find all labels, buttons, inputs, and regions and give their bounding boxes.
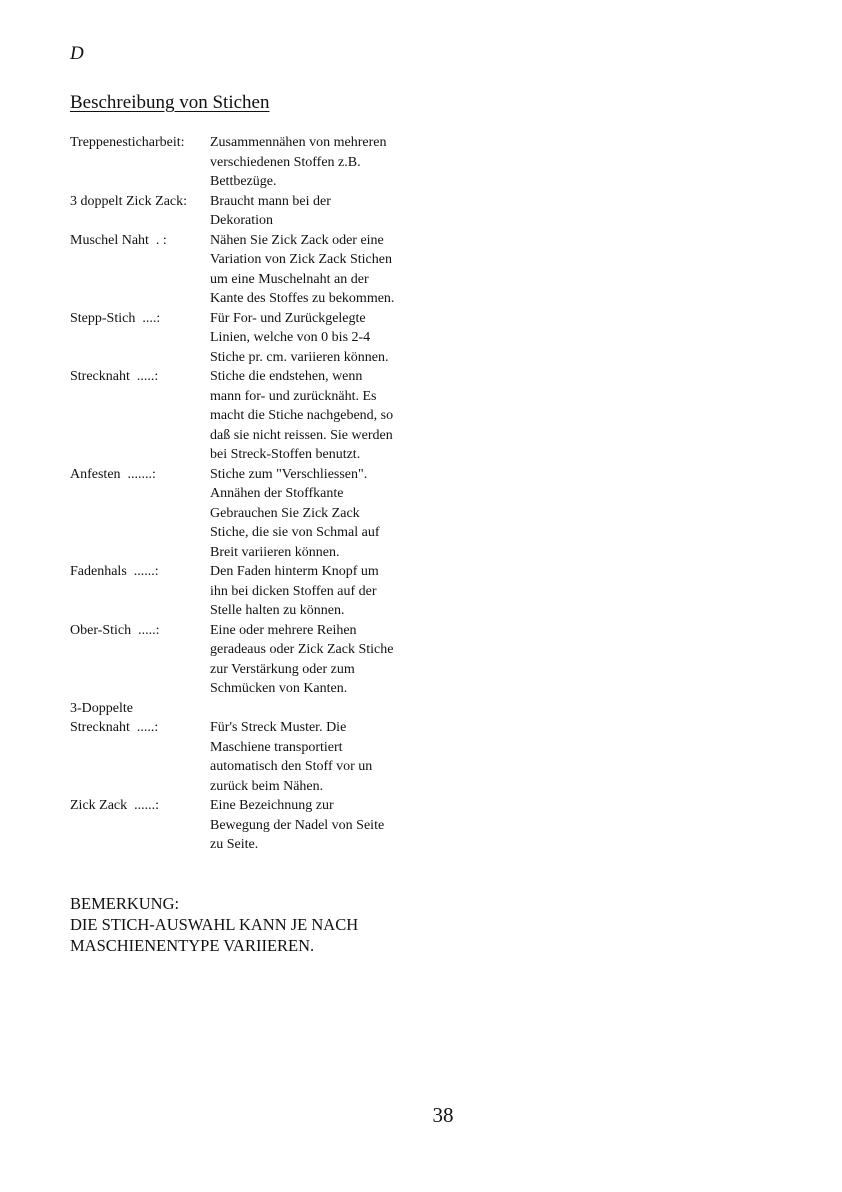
stitch-term: Zick Zack ......: [70,798,160,813]
stitch-term: Ober-Stich .....: [70,622,160,638]
stitch-description: Nähen Sie Zick Zack oder eine Variation von Zick Zack Stichen um eine Muschelnaht an der Kante des Stoffes zu bekommen. [210,232,395,306]
stitch-row-3-doppelte-strecknaht [70,699,450,797]
stitch-row-treppenstich [70,133,450,192]
language-marker: D [70,43,84,64]
stitch-term: Muschel Naht . : [70,232,167,248]
stitch-row-anfesten [70,465,450,563]
remark-line: MASCHIENENTYPE VARIIEREN. [70,936,315,955]
stitch-description: Stiche die endstehen, wenn mann for- und zurücknäht. Es macht die Stiche nachgebend, so daß sie nicht reissen. Sie werden bei Streck-Stoffen benutzt. [210,369,394,462]
stitch-description: Für's Streck Muster. Die Maschiene transportiert automatisch den Stoff vor un zurück beim Nähen. [210,720,373,794]
stitch-row-stepp-stich [70,309,450,368]
stitch-description: Für For- und Zurückgelegte Linien, welche von 0 bis 2-4 Stiche pr. cm. variieren können. [210,310,389,365]
stitch-term: Fadenhals ......: [70,564,159,579]
stitch-description-list [70,133,450,855]
stitch-description: Eine Bezeichnung zur Bewegung der Nadel von Seite zu Seite. [210,798,385,852]
stitch-term: 3 doppelt Zick Zack: [70,193,188,209]
stitch-term: Anfesten .......: [70,466,156,482]
stitch-term: Stepp-Stich ....: [70,310,161,326]
page-title: Beschreibung von Stichen [70,92,270,113]
stitch-term: Treppenesticharbeit: [70,135,185,150]
stitch-term: Strecknaht .....: [70,369,159,384]
stitch-description: Braucht mann bei der Dekoration [210,193,331,228]
stitch-row-fadenhals [70,562,450,621]
stitch-row-strecknaht [70,367,450,465]
stitch-description: Den Faden hinterm Knopf um ihn bei dicken Stoffen auf der Stelle halten zu können. [210,564,379,618]
stitch-description: Eine oder mehrere Reihen geradeaus oder Zick Zack Stiche zur Verstärkung oder zum Schmücken von Kanten. [210,622,394,696]
remark-block [70,893,358,956]
stitch-row-muschelnaht [70,231,450,309]
stitch-row-ober-stich [70,621,450,699]
remark-line: DIE STICH-AUSWAHL KANN JE NACH [70,915,359,934]
stitch-description: Zusammennähen von mehreren verschiedenen Stoffen z.B. Bettbezüge. [210,135,387,189]
remark-heading: BEMERKUNG: [70,894,180,913]
stitch-row-doppelt-zickzack [70,192,450,231]
stitch-row-zick-zack [70,796,450,855]
stitch-term: 3-Doppelte Strecknaht .....: [70,700,159,735]
page-number: 38 [432,1103,454,1127]
stitch-description: Stiche zum "Verschliessen". Annähen der Stoffkante Gebrauchen Sie Zick Zack Stiche, die sie von Schmal auf Breit variieren können. [210,466,380,560]
